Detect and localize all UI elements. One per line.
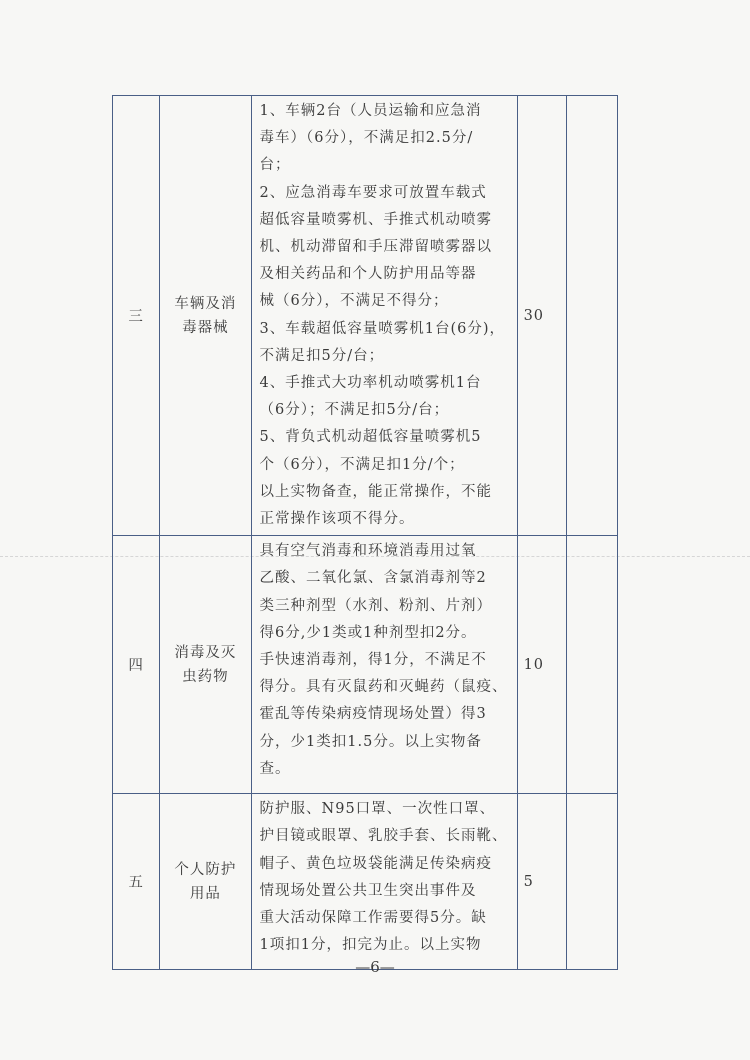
criteria-line: （6分）；不满足扣5分/台； [259, 402, 450, 419]
item-name [160, 794, 251, 970]
item-criteria [251, 794, 517, 970]
item-criteria [251, 536, 517, 794]
criteria-line: 4、手推式大功率机动喷雾机1台 [259, 375, 482, 392]
criteria-line: 3、车载超低容量喷雾机1台(6分)， [259, 320, 506, 337]
criteria-line: 具有空气消毒和环境消毒用过氧 [259, 543, 477, 560]
criteria-line: 超低容量喷雾机、手推式机动喷雾 [259, 211, 493, 228]
scoring-table [112, 95, 618, 970]
criteria-line: 5、背负式机动超低容量喷雾机5 [259, 429, 482, 446]
item-name-line: 车辆及消 [174, 295, 237, 312]
table-row [113, 794, 618, 970]
criteria-line: 机、机动滞留和手压滞留喷雾器以 [259, 239, 493, 256]
criteria-line: 得分。具有灭鼠药和灭蝇药（鼠疫、 [259, 679, 508, 696]
remarks-cell [566, 536, 617, 794]
criteria-line: 以上实物备查，能正常操作，不能 [259, 483, 493, 500]
item-name-line: 消毒及灭 [174, 644, 237, 661]
criteria-line: 帽子、黄色垃圾袋能满足传染病疫 [259, 855, 493, 872]
remarks-cell [566, 96, 617, 536]
criteria-line: 及相关药品和个人防护用品等器 [259, 266, 477, 283]
criteria-line: 械（6分），不满足不得分； [259, 293, 449, 310]
criteria-line: 类三种剂型（水剂、粉剂、片剂） [259, 597, 493, 614]
item-score: 30 [517, 96, 566, 536]
remarks-cell [566, 794, 617, 970]
item-criteria [251, 96, 517, 536]
item-score: 5 [517, 794, 566, 970]
table-row [113, 536, 618, 794]
criteria-line: 正常操作该项不得分。 [259, 511, 415, 528]
criteria-line: 1、车辆2台（人员运输和应急消 [259, 103, 482, 119]
row-number: 三 [113, 96, 160, 536]
item-name-line: 个人防护 [174, 861, 237, 878]
row-number: 五 [113, 794, 160, 970]
criteria-line: 乙酸、二氧化氯、含氯消毒剂等2 [259, 570, 487, 587]
item-name-line: 虫药物 [182, 668, 229, 685]
criteria-line: 分，少1类扣1.5分。以上实物备 [259, 733, 482, 750]
criteria-line: 毒车）（6分），不满足扣2.5分/ [259, 130, 474, 147]
page-number: —6— [355, 958, 395, 976]
criteria-line: 情现场处置公共卫生突出事件及 [259, 882, 477, 899]
criteria-line: 得6分,少1类或1种剂型扣2分。 [259, 624, 477, 641]
item-score: 10 [517, 536, 566, 794]
criteria-line: 查。 [259, 760, 291, 777]
item-name [160, 536, 251, 794]
item-name-line: 毒器械 [182, 319, 229, 336]
table-row [113, 96, 618, 536]
criteria-line: 个（6分），不满足扣1分/个； [259, 456, 465, 473]
criteria-line: 台； [259, 157, 291, 174]
criteria-line: 1项扣1分，扣完为止。以上实物 [259, 937, 482, 954]
criteria-line: 防护服、N95口罩、一次性口罩、 [259, 801, 496, 818]
item-name [160, 96, 251, 536]
criteria-line: 护目镜或眼罩、乳胶手套、长雨靴、 [259, 828, 508, 845]
criteria-line: 霍乱等传染病疫情现场处置）得3 [259, 706, 487, 723]
criteria-line: 手快速消毒剂，得1分，不满足不 [259, 652, 487, 669]
criteria-line: 重大活动保障工作需要得5分。缺 [259, 910, 487, 927]
row-number: 四 [113, 536, 160, 794]
criteria-line: 不满足扣5分/台； [259, 347, 385, 364]
criteria-line: 2、应急消毒车要求可放置车载式 [259, 184, 487, 201]
item-name-line: 用品 [189, 885, 221, 902]
